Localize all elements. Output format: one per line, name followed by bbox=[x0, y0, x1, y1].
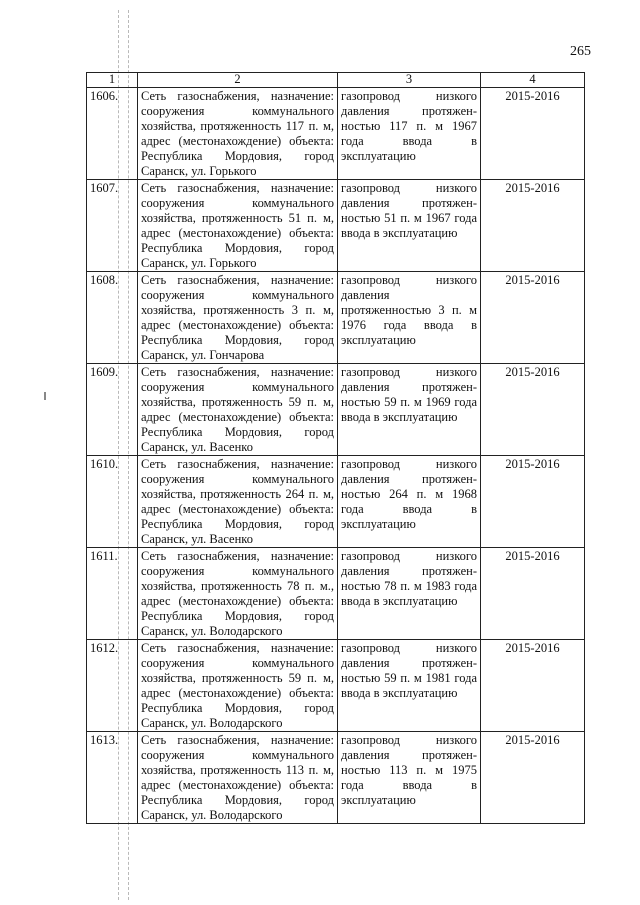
object-description: Сеть газоснабжения, назначение: сооружения коммунального хозяйства, протяженность 113 п. м, адрес (местонахождение) объекта: Республика Мордовия, город Саранск, ул. Володарского bbox=[138, 732, 338, 824]
object-description: Сеть газоснабжения, назначение: сооружения коммунального хозяйства, протяженность 264 п. м, адрес (местонахождение) объекта: Республика Мордовия, город Саранск, ул. Васенко bbox=[138, 456, 338, 548]
privatization-period: 2015-2016 bbox=[481, 272, 585, 364]
table-row bbox=[87, 548, 585, 640]
table-row bbox=[87, 640, 585, 732]
object-description: Сеть газоснабжения, назначение: сооружения коммунального хозяйства, протяженность 59 п. м, адрес (местонахождение) объекта: Республика Мордовия, город Саранск, ул. Васенко bbox=[138, 364, 338, 456]
row-number: 1610. bbox=[87, 456, 138, 548]
row-number: 1609. bbox=[87, 364, 138, 456]
privatization-period: 2015-2016 bbox=[481, 548, 585, 640]
table-row bbox=[87, 180, 585, 272]
table-row bbox=[87, 272, 585, 364]
object-characteristics: газопровод низкого давления протяжен-ностью 59 п. м 1981 года ввода в эксплуатацию bbox=[338, 640, 481, 732]
privatization-period: 2015-2016 bbox=[481, 180, 585, 272]
object-characteristics: газопровод низкого давления протяжен-ностью 117 п. м 1967 года ввода в эксплуатацию bbox=[338, 88, 481, 180]
row-number: 1607. bbox=[87, 180, 138, 272]
object-description: Сеть газоснабжения, назначение: сооружения коммунального хозяйства, протяженность 59 п. м, адрес (местонахождение) объекта: Республика Мордовия, город Саранск, ул. Володарского bbox=[138, 640, 338, 732]
column-header: 4 bbox=[481, 73, 585, 88]
column-header: 3 bbox=[338, 73, 481, 88]
table-row bbox=[87, 456, 585, 548]
object-characteristics: газопровод низкого давления протяжен-ностью 78 п. м 1983 года ввода в эксплуатацию bbox=[338, 548, 481, 640]
privatization-period: 2015-2016 bbox=[481, 364, 585, 456]
privatization-period: 2015-2016 bbox=[481, 640, 585, 732]
row-number: 1613. bbox=[87, 732, 138, 824]
row-number: 1606. bbox=[87, 88, 138, 180]
object-characteristics: газопровод низкого давления протяжен-ностью 264 п. м 1968 года ввода в эксплуатацию bbox=[338, 456, 481, 548]
column-header: 2 bbox=[138, 73, 338, 88]
object-description: Сеть газоснабжения, назначение: сооружения коммунального хозяйства, протяженность 117 п. м, адрес (местонахождение) объекта: Республика Мордовия, город Саранск, ул. Горького bbox=[138, 88, 338, 180]
privatization-period: 2015-2016 bbox=[481, 732, 585, 824]
object-characteristics: газопровод низкого давления протяженностью 3 п. м 1976 года ввода в эксплуатацию bbox=[338, 272, 481, 364]
table-header-row bbox=[87, 73, 585, 88]
row-number: 1612. bbox=[87, 640, 138, 732]
row-number: 1608. bbox=[87, 272, 138, 364]
table-row bbox=[87, 88, 585, 180]
binding-margin-mark bbox=[44, 392, 46, 400]
row-number: 1611. bbox=[87, 548, 138, 640]
object-characteristics: газопровод низкого давления протяжен-ностью 113 п. м 1975 года ввода в эксплуатацию bbox=[338, 732, 481, 824]
object-description: Сеть газоснабжения, назначение: сооружения коммунального хозяйства, протяженность 51 п. м, адрес (местонахождение) объекта: Республика Мордовия, город Саранск, ул. Горького bbox=[138, 180, 338, 272]
object-description: Сеть газоснабжения, назначение: сооружения коммунального хозяйства, протяженность 78 п. м., адрес (местонахождение) объекта: Республика Мордовия, город Саранск, ул. Володарского bbox=[138, 548, 338, 640]
table-row bbox=[87, 732, 585, 824]
page-number: 265 bbox=[570, 44, 591, 59]
object-characteristics: газопровод низкого давления протяжен-ностью 51 п. м 1967 года ввода в эксплуатацию bbox=[338, 180, 481, 272]
privatization-period: 2015-2016 bbox=[481, 456, 585, 548]
privatization-period: 2015-2016 bbox=[481, 88, 585, 180]
object-description: Сеть газоснабжения, назначение: сооружения коммунального хозяйства, протяженность 3 п. м, адрес (местонахождение) объекта: Республика Мордовия, город Саранск, ул. Гончарова bbox=[138, 272, 338, 364]
property-registry-table bbox=[86, 72, 585, 824]
table-row bbox=[87, 364, 585, 456]
column-header: 1 bbox=[87, 73, 138, 88]
object-characteristics: газопровод низкого давления протяжен-ностью 59 п. м 1969 года ввода в эксплуатацию bbox=[338, 364, 481, 456]
